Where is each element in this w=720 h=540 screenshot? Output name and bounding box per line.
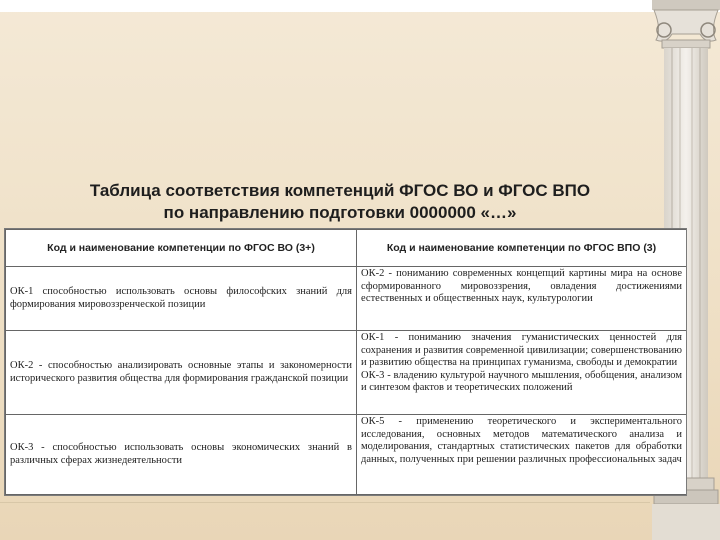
cell-ok1-vo: ОК-1 способностью использовать основы философских знаний для формирования мировоззренческой позиции — [6, 267, 357, 331]
competency-table-container — [4, 228, 687, 496]
header-fgos-vo: Код и наименование компетенции по ФГОС ВО (3+) — [6, 230, 357, 267]
cell-ok1-ok3-vpo: ОК-1 - пониманию значения гуманистических ценностей для сохранения и развития современной цивилизации; совершенствованию и развитию общества на принципах гуманизма, свободы и демократии ОК-3 - владению культурой научного мышления, обобщения, анализом и синтезом фактов и теоретических положений — [357, 331, 687, 415]
table-row — [6, 267, 687, 331]
slide-title — [40, 180, 640, 224]
slide-title-line-2: по направлению подготовки 0000000 «…» — [163, 203, 517, 222]
cell-ok5-vpo: ОК-5 - применению теоретического и экспериментального исследования, основных методов математического анализа и моделирования, стандартных статистических пакетов для обработки данных, полученных при решении различных профессиональных задач — [357, 415, 687, 495]
slide-title-line-1: Таблица соответствия компетенций ФГОС ВО и ФГОС ВПО — [89, 181, 591, 200]
cell-ok3-vo: ОК-3 - способностью использовать основы экономических знаний в различных сферах жизнедеятельности — [6, 415, 357, 495]
header-fgos-vpo: Код и наименование компетенции по ФГОС ВПО (3) — [357, 230, 687, 267]
divider — [0, 502, 650, 503]
table-row — [6, 331, 687, 415]
table-row — [6, 415, 687, 495]
competency-table — [5, 229, 687, 495]
slide-top-band — [0, 0, 720, 12]
table-header-row — [6, 230, 687, 267]
cell-ok2-vpo: ОК-2 - пониманию современных концепций картины мира на основе сформированного мировоззрения, овладения достижениями естественных и общественных наук, культурологии — [357, 267, 687, 331]
cell-ok2-vo: ОК-2 - способностью анализировать основные этапы и закономерности исторического развития общества для формирования гражданской позиции — [6, 331, 357, 415]
